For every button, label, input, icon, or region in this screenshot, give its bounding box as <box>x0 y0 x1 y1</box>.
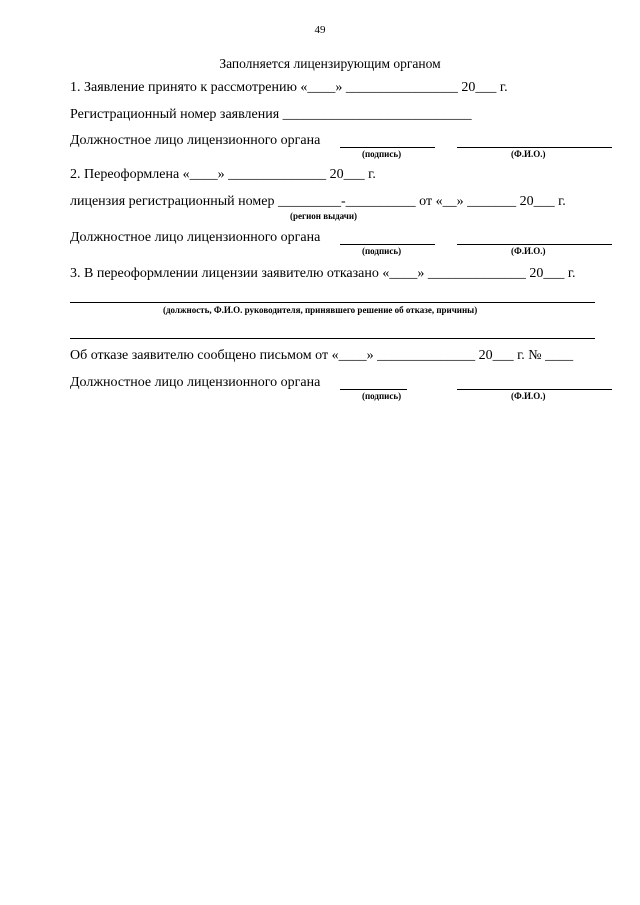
fio-caption: (Ф.И.О.) <box>511 149 546 159</box>
refusal-notice-line: Об отказе заявителю сообщено письмом от «____» ______________ 20___ г. № ____ <box>70 348 574 363</box>
reason-line <box>70 302 595 303</box>
license-number-line: лицензия регистрационный номер _________-__________ от «__» _______ 20___ г. <box>70 194 566 209</box>
fio-line <box>457 389 612 390</box>
fio-caption: (Ф.И.О.) <box>511 391 546 401</box>
refusal-line: 3. В переоформлении лицензии заявителю отказано «____» ______________ 20___ г. <box>70 266 576 281</box>
official-label: Должностное лицо лицензионного органа <box>70 375 321 390</box>
reissued-line: 2. Переоформлена «____» ______________ 20___ г. <box>70 167 376 182</box>
signature-caption: (подпись) <box>362 149 402 159</box>
signature-line <box>340 147 435 148</box>
signature-caption: (подпись) <box>362 246 402 256</box>
form-heading: Заполняется лицензирующим органом <box>219 56 441 71</box>
page-number: 49 <box>314 24 326 36</box>
fio-line <box>457 147 612 148</box>
application-accepted-line: 1. Заявление принято к рассмотрению «____» ________________ 20___ г. <box>70 80 508 95</box>
signature-line <box>340 244 435 245</box>
registration-number-line: Регистрационный номер заявления ___________________________ <box>70 107 472 122</box>
signature-line <box>340 389 407 390</box>
reason-caption: (должность, Ф.И.О. руководителя, принявшего решение об отказе, причины) <box>163 305 478 315</box>
official-label: Должностное лицо лицензионного органа <box>70 230 321 245</box>
signature-caption: (подпись) <box>362 391 402 401</box>
official-label: Должностное лицо лицензионного органа <box>70 133 321 148</box>
reason-line-2 <box>70 338 595 339</box>
fio-line <box>457 244 612 245</box>
region-caption: (регион выдачи) <box>290 211 358 221</box>
fio-caption: (Ф.И.О.) <box>511 246 546 256</box>
